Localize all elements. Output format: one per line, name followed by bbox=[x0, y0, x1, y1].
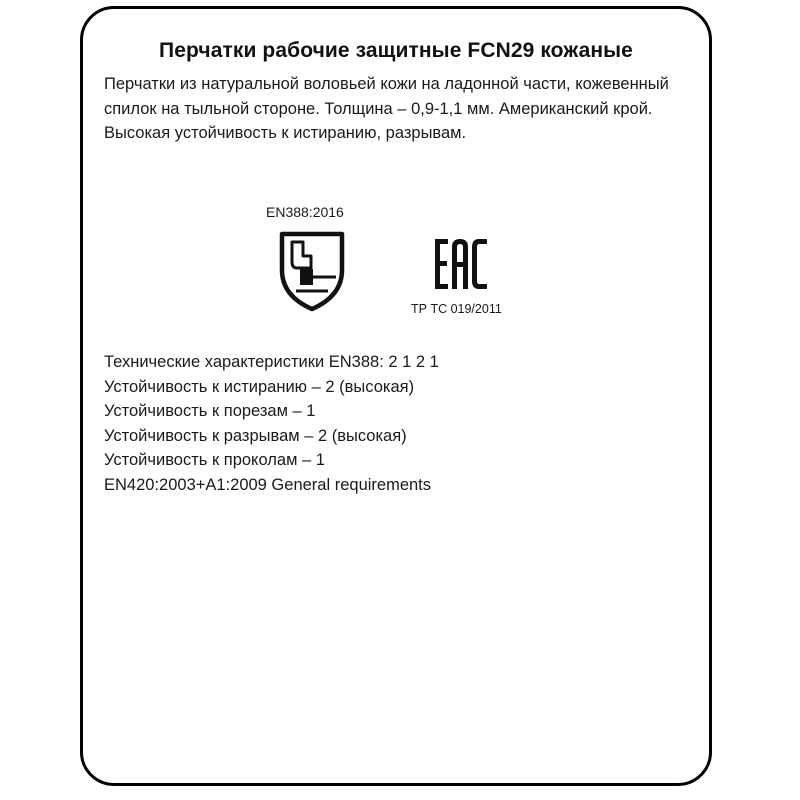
page-title: Перчатки рабочие защитные FCN29 кожаные bbox=[159, 39, 633, 62]
list-item: Устойчивость к порезам – 1 bbox=[104, 402, 316, 420]
list-item: Устойчивость к разрывам – 2 (высокая) bbox=[104, 426, 407, 445]
list-item: Технические характеристики EN388: 2 1 2 1 bbox=[104, 353, 439, 371]
product-card bbox=[80, 6, 712, 786]
list-item: Устойчивость к истиранию – 2 (высокая) bbox=[104, 377, 415, 396]
eac-mark-icon bbox=[433, 237, 489, 291]
specs-list bbox=[104, 350, 694, 497]
list-item: Устойчивость к проколам – 1 bbox=[104, 451, 325, 469]
list-item: EN420:2003+A1:2009 General requirements bbox=[104, 475, 432, 494]
en388-standard-label: EN388:2016 bbox=[266, 204, 344, 220]
trts-standard-label: ТР ТС 019/2011 bbox=[411, 302, 502, 316]
protective-glove-shield-icon bbox=[278, 230, 346, 312]
product-description: Перчатки из натуральной воловьей кожи на ладонной части, кожевенный спилок на тыльной стороне. Толщина – 0,9-1,1 мм. Американский крой. Высокая устойчивость к истиранию, разрывам. bbox=[104, 75, 669, 142]
